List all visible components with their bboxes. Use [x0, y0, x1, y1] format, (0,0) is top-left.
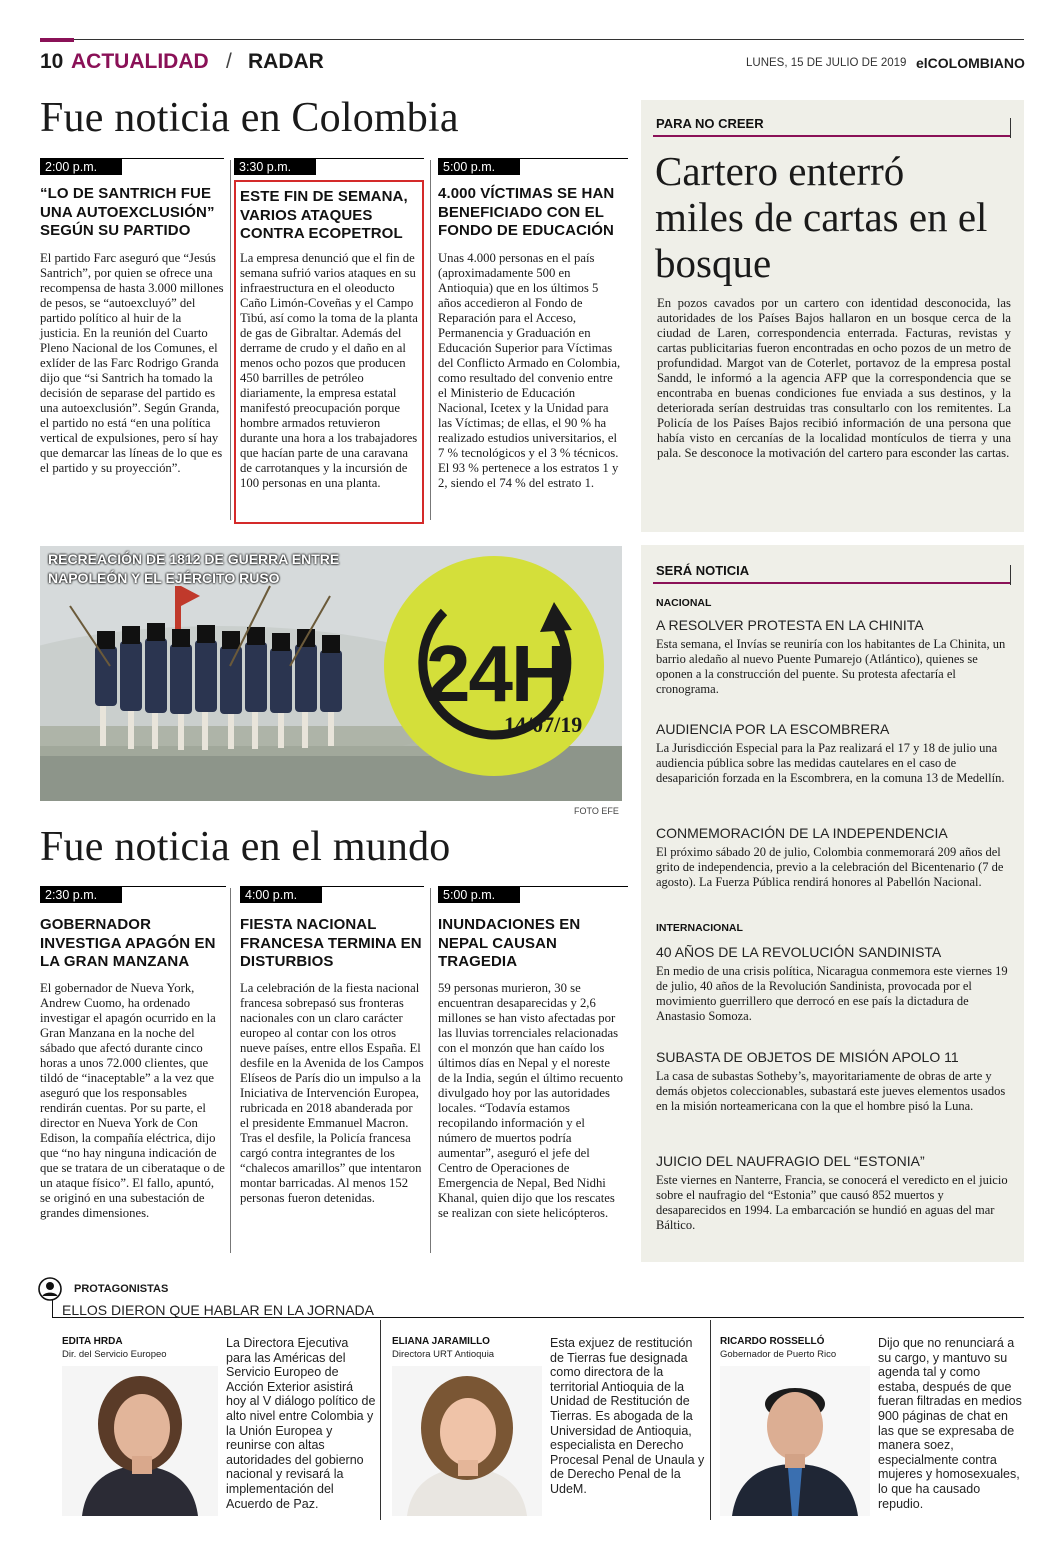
story-body: El partido Farc aseguró que “Jesús Santrich”, por quien se ofrece una recompensa de hasta 3.000 millones de pesos, se “autoexcluyó” del partido político al huir de la justicia. En la reunión del Cuarto Pleno Nacional de los Comunes, el exlíder de las Farc Rodrigo Granda dijo que “si Santrich ha tomado la decisión de separase del partido es una autoexclusión”. Según Granda, el partido no está “en una política vertical de expulsiones, pero sí hay que demarcar las líneas de lo que es el partido y su proyección”.: [40, 251, 224, 475]
news-item-body: Esta semana, el Invías se reuniría con los habitantes de La Chinita, un barrio aledaño al nuevo Puente Pumarejo (Atlántico), quienes se oponen a la construcción del puente. Su protesta afectaría el cronograma.: [656, 637, 1006, 696]
time-badge: 5:00 p.m.: [438, 887, 520, 903]
story-body: 59 personas murieron, 30 se encuentran desaparecidas y 2,6 millones se han visto afectadas por las lluvias torrenciales relacionadas con el monzón que han caído los últimos días en Nepal y el noreste de la India, según el último recuento divulgado hoy por las autoridades locales. “Todavía estamos recopilando información y el número de muertos podría aumentar”, aseguró el jefe del Centro de Operaciones de Emergencia de Nepal, Bed Nidhi Khanal, quien dijo que los rescates se realizan con siete helicópteros.: [438, 981, 623, 1220]
news-item-title: 40 AÑOS DE LA REVOLUCIÓN SANDINISTA: [656, 944, 942, 960]
story-headline: 4.000 VÍCTIMAS SE HAN BENEFICIADO CON EL FONDO DE EDUCACIÓN: [438, 185, 615, 239]
column-divider: [380, 1320, 381, 1520]
protagonist-photo: [62, 1366, 218, 1516]
protagonist-card: [62, 1336, 378, 1526]
story-headline: GOBERNADOR INVESTIGA APAGÓN EN LA GRAN MANZANA: [40, 916, 216, 970]
protagonist-card: [720, 1336, 1024, 1526]
news-item-title: JUICIO DEL NAUFRAGIO DEL “ESTONIA”: [656, 1153, 925, 1169]
panel-label: PARA NO CREER: [656, 116, 764, 131]
nacional-label: NACIONAL: [656, 597, 712, 609]
panel-rule: [653, 582, 1011, 584]
protagonist-description: Esta exjuez de restitución de Tierras fue designada como directora de la territorial Antioquia de la Unidad de Restitución de Tierras. Es abogada de la Universidad de Antioquia, especialista en Derecho Procesal Penal de Unaula y de Derecho Penal de la UdeM.: [550, 1336, 705, 1496]
news-item-body: La casa de subastas Sotheby’s, mayoritariamente de obras de arte y demás objetos coleccionables, subastará este jueves elementos usados en la misión norteamericana con la que el hombre pisó la Luna.: [656, 1069, 1006, 1113]
column-divider: [230, 160, 231, 520]
issue-date: LUNES, 15 DE JULIO DE 2019: [746, 57, 907, 69]
column-divider: [430, 160, 431, 520]
protagonist-name: ELIANA JARAMILLO: [392, 1336, 490, 1347]
panel-rule: [653, 135, 1011, 137]
panel-body: En pozos cavados por un cartero con identidad desconocida, las autoridades de los Países Bajos hallaron en un bosque cerca de la ciudad de Laren, correspondencia enterrada. Facturas, revistas y cartas publicitarias fueron encontradas en ocho pozos de un metro de profundidad. Margot van de Coterlet, portavoz de la empresa postal Sandd, le informó a la agencia AFP que la correspondencia que se encontraba en buenas condiciones fue enviada a sus destinos, y la deteriorada serían destruidas tras consultarlo con los remitentes. La Policía de los Países Bajos recibió información de una persona que había visto en cercanías de la localidad montículos de tierra y una pala. Se desconoce la motivación del cartero para esconder las cartas.: [657, 296, 1011, 460]
section-name: ACTUALIDAD: [71, 50, 209, 73]
column-divider: [230, 888, 231, 1253]
news-item-body: El próximo sábado 20 de julio, Colombia conmemorará 209 años del grito de independencia, previo a la celebración del Bicentenario (7 de agosto). La Fuerza Pública rendirá honores al Pabellón Nacional.: [656, 845, 1004, 889]
24h-label: 24H: [426, 629, 567, 718]
news-item-title: A RESOLVER PROTESTA EN LA CHINITA: [656, 617, 924, 633]
time-badge: 2:30 p.m.: [40, 887, 122, 903]
panel-corner: [1010, 565, 1011, 585]
story-headline: ESTE FIN DE SEMANA, VARIOS ATAQUES CONTRA ECOPETROL: [240, 188, 408, 242]
protagonist-photo: [720, 1366, 870, 1516]
time-badge: 2:00 p.m.: [40, 159, 122, 175]
protagonist-card: [392, 1336, 708, 1526]
protagonistas-rule: [52, 1300, 53, 1318]
internacional-label: INTERNACIONAL: [656, 922, 743, 934]
time-badge: 4:00 p.m.: [240, 887, 322, 903]
news-item-body: Este viernes en Nanterre, Francia, se conocerá el veredicto en el juicio sobre el naufragio del “Estonia” que causó 852 muertos y desaparecidos en 1994. La embarcación se hundió en aguas del mar Báltico.: [656, 1173, 1008, 1232]
protagonist-role: Dir. del Servicio Europeo: [62, 1349, 167, 1360]
story-body: El gobernador de Nueva York, Andrew Cuomo, ha ordenado investigar el apagón ocurrido en la Gran Manzana en la noche del sábado que afectó durante cinco horas a unos 72.000 clientes, que tildó de “inaceptable” a la vez que aseguró que los responsables rendirán cuentas. Por su parte, el director en Nueva York de Con Edison, la compañía eléctrica, dijo que “no hay ninguna indicación de que se tratara de un ciberataque o de un ataque físico”. El fallo, apuntó, se originó en una subestación de grandes dimensiones.: [40, 981, 225, 1220]
protagonistas-label: PROTAGONISTAS: [74, 1283, 169, 1295]
panel-title: Cartero enterró miles de cartas en el bosque: [655, 148, 988, 286]
column-divider: [710, 1320, 711, 1520]
person-icon: [38, 1277, 62, 1301]
para-no-creer-panel: [641, 100, 1024, 532]
photo-caption: RECREACIÓN DE 1812 DE GUERRA ENTRE NAPOLEÓN Y EL EJÉRCITO RUSO: [48, 551, 340, 586]
mundo-story-3: [438, 886, 628, 1256]
protagonist-description: La Directora Ejecutiva para las Américas del Servicio Europeo de Acción Exterior asistirá hoy al V diálogo político de alto nivel entre Colombia y la Unión Europea y reunirse con altas autoridades del gobierno nacional y revisará la implementación del Acuerdo de Paz.: [226, 1336, 376, 1511]
story-body: La celebración de la fiesta nacional francesa sobrepasó sus fronteras nacionales con un claro carácter europeo al contar con los otros nueve países, entre ellos España. El desfile en la Avenida de los Campos Elíseos de París dio un impulso a la Iniciativa de Intervención Europea, rubricada en 2018 abanderada por el presidente Emmanuel Macron. Tras el desfile, la Policía francesa cargó contra integrantes de los “chalecos amarillos” que intentaron montar barricadas. Al menos 152 personas fueron detenidas.: [240, 981, 424, 1205]
news-item-body: La Jurisdicción Especial para la Paz realizará el 17 y 18 de julio una audiencia pública sobre las medidas cautelares en el caso de desaparición forzada en la Escombrera, en la comuna 13 de Medellín.: [656, 741, 1005, 785]
colombia-title: Fue noticia en Colombia: [40, 95, 459, 141]
page-number: 10: [40, 50, 64, 73]
news-item-title: AUDIENCIA POR LA ESCOMBRERA: [656, 721, 890, 737]
news-item-title: SUBASTA DE OBJETOS DE MISIÓN APOLO 11: [656, 1049, 959, 1065]
panel-label: SERÁ NOTICIA: [656, 563, 750, 578]
protagonist-name: EDITA HRDA: [62, 1336, 123, 1347]
newspaper-brand: elCOLOMBIANO: [916, 55, 1025, 71]
section-separator: /: [226, 50, 232, 73]
mundo-story-2: [240, 886, 424, 1256]
story-headline: “LO DE SANTRICH FUE UNA AUTOEXCLUSIÓN” SEGÚN SU PARTIDO: [40, 185, 215, 239]
24h-date: 14/07/19: [504, 712, 583, 737]
story-body: Unas 4.000 personas en el país (aproximadamente 500 en Antioquia) que en los últimos 5 años accedieron al Fondo de Reparación para el Acceso, Permanencia y Graduación en Educación Superior para Víctimas del Conflicto Armado en Colombia, como resultado del convenio entre el Ministerio de Educación Nacional, Icetex y la Unidad para las Víctimas; de ellas, el 90 % ha realizado estudios universitarios, el 7 % tecnológicos y el 3 % técnicos. El 93 % pertenece a los estratos 1 y 2, siendo el 74 % del estrato 1.: [438, 251, 621, 490]
protagonist-description: Dijo que no renunciará a su cargo, y mantuvo su agenda tal y como estaba, después de que fueran filtradas en medios 900 páginas de chat en las que se expresaba de manera soez, especialmente contra mujeres y homosexuales, lo que ha causado repudio.: [878, 1336, 1022, 1511]
mundo-story-1: [40, 886, 226, 1256]
story-headline: INUNDACIONES EN NEPAL CAUSAN TRAGEDIA: [438, 916, 581, 970]
time-badge: 3:30 p.m.: [234, 159, 316, 175]
colombia-story-1: [40, 158, 224, 518]
top-rule: [40, 38, 1024, 42]
column-divider: [430, 888, 431, 1253]
subsection-name: RADAR: [248, 50, 324, 73]
sera-noticia-panel: [641, 545, 1024, 1262]
story-body: La empresa denunció que el fin de semana sufrió varios ataques en su infraestructura en el oleoducto Caño Limón-Coveñas y el Campo Tibú, así como la toma de la planta de gas de Gibraltar. Además del derrame de crudo y el daño en al menos ocho pozos que producen 450 barrilles de petróleo diariamente, la empresa estatal manifestó preocupación porque hombre armados retuvieron durante una hora a los trabajadores que hacían parte de una caravana de carrotanques y la incursión de 100 personas en una planta.: [240, 251, 418, 490]
time-badge: 5:00 p.m.: [438, 159, 520, 175]
story-headline: FIESTA NACIONAL FRANCESA TERMINA EN DISTURBIOS: [240, 916, 422, 970]
protagonist-role: Directora URT Antioquia: [392, 1349, 495, 1360]
colombia-story-2: [234, 158, 424, 526]
photo-credit: FOTO EFE: [574, 806, 619, 816]
mundo-title: Fue noticia en el mundo: [40, 824, 451, 870]
protagonistas-subtitle: ELLOS DIERON QUE HABLAR EN LA JORNADA: [62, 1302, 374, 1318]
protagonist-photo: [392, 1366, 542, 1516]
protagonist-name: RICARDO ROSSELLÓ: [720, 1336, 825, 1347]
panel-corner: [1010, 118, 1011, 138]
news-item-body: En medio de una crisis política, Nicaragua conmemora este viernes 19 de julio, 40 años de la Revolución Sandinista, provocada por el movimiento guerrillero que derrocó en ese país la dictadura de Anastasio Somoza.: [656, 964, 1008, 1023]
news-item-title: CONMEMORACIÓN DE LA INDEPENDENCIA: [656, 825, 948, 841]
page-header: [40, 50, 1024, 76]
protagonist-role: Gobernador de Puerto Rico: [720, 1349, 837, 1360]
colombia-story-3: [438, 158, 628, 518]
